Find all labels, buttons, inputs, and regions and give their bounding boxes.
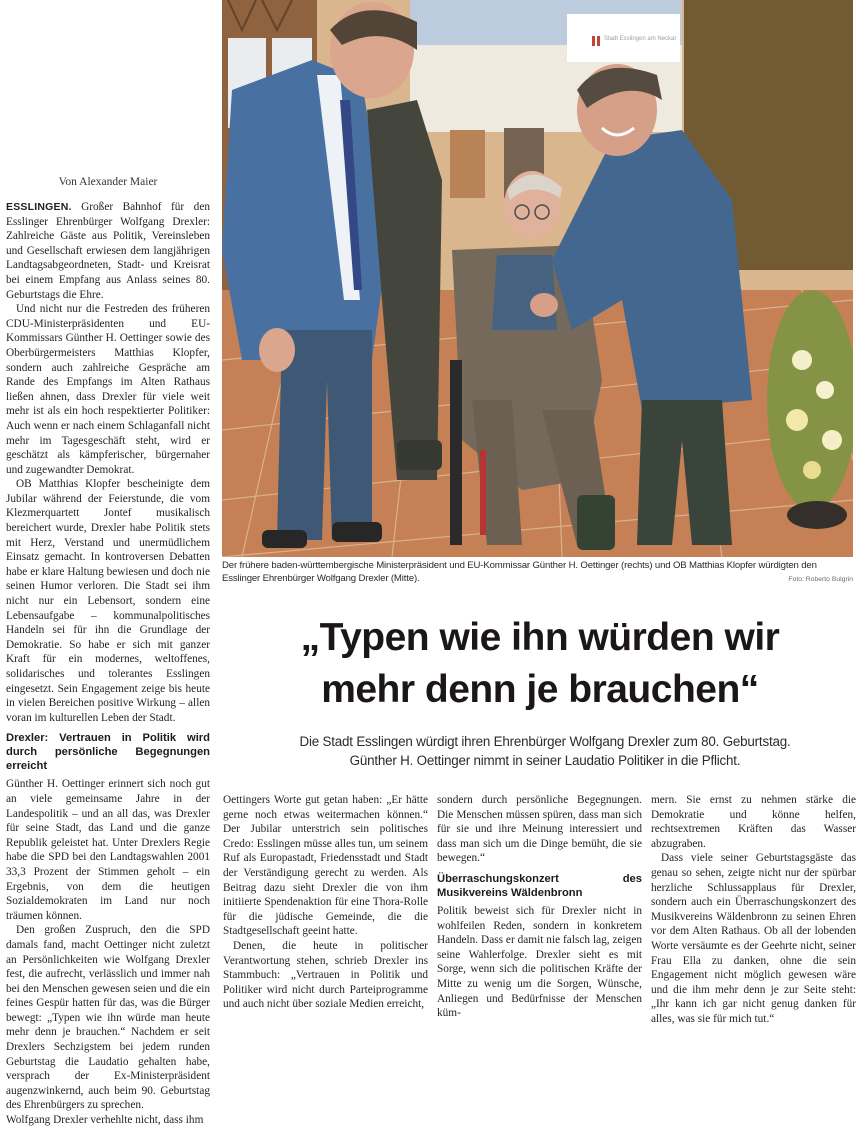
headline-line-1: „Typen wie ihn würden wir [300, 616, 780, 659]
paragraph: Und nicht nur die Festreden des früheren CDU-Ministerpräsidenten und EU-Kommissars Günther H. Oettinger sowie des Oberbürgermeisters Matthias Klopfer, sondern auch zahlreiche Gespräche am Rande des Empfangs im Alten Rathaus ließen ahnen, dass Drexler für viele weit mehr ist als ein hoch respektierter Politiker: Auch wenn er nach einem Schlaganfall nicht mehr im Tagesgeschäft steht, wird er geschätzt als kämpferischer, bürgernaher und zugewandter Demokrat. [6, 303, 210, 476]
svg-text:Stadt Esslingen am Neckar: Stadt Esslingen am Neckar [604, 36, 677, 42]
subheading: Drexler: Vertrauen in Politik wird durch persönliche Begegnungen erreicht [6, 732, 210, 773]
paragraph: Günther H. Oettinger erinnert sich noch gut an viele gemeinsame Jahre in der Landespolitik – und an all das, was Drexler für seine Stadt, das Land und die ganze Republik geleistet hat. Unter Drexlers Regie habe die SPD bei den Landtagswahlen 2001 33,3 Prozent der Stimmen geholt – ein Ergebnis, von dem die heutigen Sozialdemokraten im Land nur noch träumen können. [6, 778, 210, 922]
article-column-4 [651, 793, 856, 1027]
paragraph: Oettingers Worte gut getan haben: „Er hätte gerne noch etwas weitermachen können.“ Der Jubilar unterstrich sein politisches Credo: Esslingen müsse alles tun, um seinem Ruf als Europastadt, Friedensstadt und Stadt der Verständigung gerecht zu werden. Als Beitrag dazu sieht Drexler die von ihm initiierte Spendenaktion für eine Thora-Rolle für die jüdische Gemeinde, die die Stadtgesellschaft geeint hatte. [223, 794, 428, 938]
headline [240, 612, 840, 716]
photo-caption: Der frühere baden-württembergische Ministerpräsident und EU-Kommissar Günther H. Oettinger (rechts) und OB Matthias Klopfer würdigten den Esslinger Ehrenbürger Wolfgang Drexler (Mitte). [222, 560, 817, 584]
paragraph: OB Matthias Klopfer bescheinigte dem Jubilar während der Feierstunde, die vom Klezmerquartett Jontef musikalisch bereichert wurde, Drexler habe Politik stets mit Herz, Verstand und unermüdlichem Einsatz gemacht. In kontroversen Debatten habe er klare Haltung bewiesen und doch nie seinen Humor verloren. Die Stadt sei ihm nicht nur ein Lebensort, sondern eine Lebensaufgabe – kommunalpolitisches Handeln sei für ihn die Grundlage der Demokratie. So habe er sich mit ganzer Kraft für ein modernes, weltoffenes, solidarisches und tolerantes Esslingen eingesetzt. Sein Engagement zeige bis heute in vielen Bereichen positive Wirkung – allen voran im kulturellen Leben der Stadt. [6, 478, 210, 724]
photo-credit: Foto: Roberto Bulgrin [788, 576, 853, 583]
paragraph: mern. Sie ernst zu nehmen stärke die Demokratie und könne helfen, rechtsextremen Kräften das Wasser abzugraben. [651, 794, 856, 850]
paragraph: sondern durch persönliche Begegnungen. Die Menschen müssen spüren, dass man sich für sie und ihre Meinung interessiert und dass man sich um die Dinge bemüht, die sie bewegen.“ [437, 794, 642, 865]
lead-paragraph [6, 200, 210, 302]
photo-scene [222, 0, 853, 557]
paragraph: Politik beweist sich für Drexler nicht in wohlfeilen Reden, sondern in konkretem Handeln. Dass er damit nie falsch lag, zeigen seine Wahlerfolge. Drexler sieht es mit Sorge, wenn sich die politischen Kräfte der Mitte zu wenig um die Sorgen, Wünsche, Anliegen und Bedürfnisse der Menschen küm- [437, 904, 642, 1020]
article-column-1 [6, 176, 210, 1128]
article-column-3 [437, 793, 642, 1021]
article-photo [222, 0, 853, 557]
dateline: ESSLINGEN. [6, 201, 72, 213]
deck-line-1: Die Stadt Esslingen würdigt ihren Ehrenbürger Wolfgang Drexler zum 80. Geburtstag. [299, 734, 791, 749]
deck-line-2: Günther H. Oettinger nimmt in seiner Laudatio Politiker in die Pflicht. [349, 752, 741, 768]
article-column-2 [223, 793, 428, 1012]
deck [250, 733, 840, 770]
paragraph: Dass viele seiner Geburtstagsgäste das genau so sehen, zeigte nicht nur der spürbar herzliche Schlussapplaus für Drexler, sondern auch ein Überraschungskonzert des Musikvereins Wäldenbronn zu seinen Ehren vor dem Alten Rathaus. Ob all der lobenden Worte versäumte es der Geehrte nicht, seiner Frau Ella zu danken, ohne die sein Engagement nicht möglich gewesen wäre und die ihm mehr denn je zur Seite steht: „Ihr kann ich gar nicht genug danken für alles, was sie für mich tut.“ [651, 852, 856, 1025]
headline-line-2: mehr denn je brauchen“ [321, 668, 759, 711]
byline: Von Alexander Maier [58, 176, 158, 188]
article-body-col1 [6, 200, 210, 1128]
subheading: Überraschungskonzert des Musikvereins Wäldenbronn [437, 872, 642, 899]
paragraph: Denen, die heute in politischer Verantwortung stehen, schrieb Drexler ins Stammbuch: „Vertrauen in Politik und Politiker wird nicht durch Parteiprogramme und auch nicht über soziale Medien erreicht, [223, 939, 428, 1011]
paragraph: Wolfgang Drexler verhehlte nicht, dass ihm [6, 1114, 204, 1127]
paragraph: Den großen Zuspruch, den die SPD damals fand, macht Oettinger nicht zuletzt an Persönlichkeiten wie Wolfgang Drexler fest, die aufrecht, verlässlich und immer nah bei den Menschen gewesen seien und die ein feines Gespür hatten für das, was die Bürger bewegt: „Typen wie ihn würde man heute mehr denn je brauchen.“ Nachdem er seit Drexlers Sechzigstem bei jedem runden Geburtstag die Laudatio gehalten habe, versprach der Ex-Ministerpräsident augenzwinkernd, auch beim 90. Geburtstag des Ehrenbürgers zu sprechen. [6, 924, 210, 1112]
lead-text: Großer Bahnhof für den Esslinger Ehrenbürger Wolfgang Drexler: Zahlreiche Gäste aus Politik, Vereinsleben und Gesellschaft erwiesen dem langjährigen Landtagsabgeordneten, Stadt- und Kreisrat bei einem Empfang aus Anlass seines 80. Geburtstags die Ehre. [6, 201, 210, 301]
